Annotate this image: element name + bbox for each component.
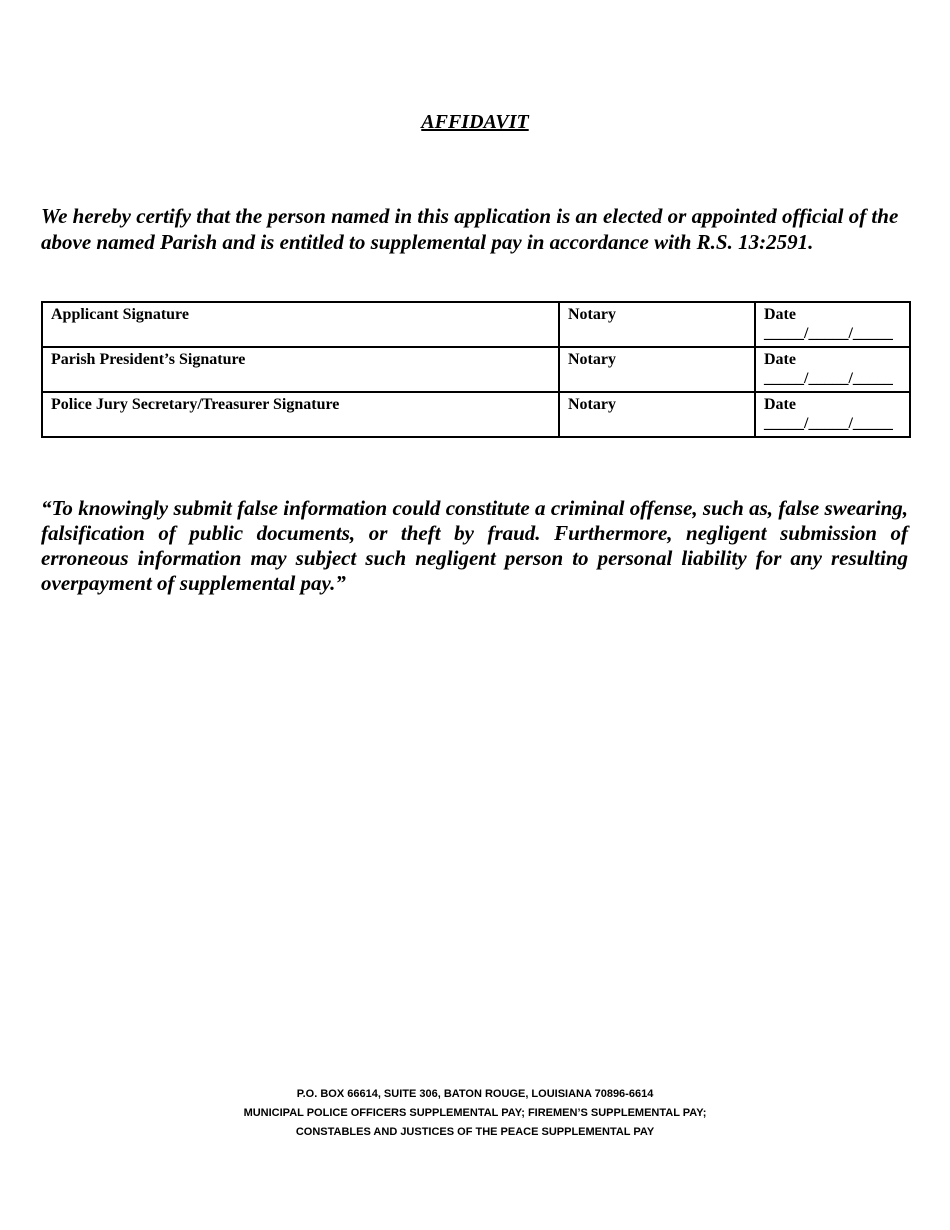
notary-cell[interactable]: [559, 347, 755, 392]
footer-address: P.O. BOX 66614, SUITE 306, BATON ROUGE, LOUISIANA 70896-6614: [296, 1088, 654, 1100]
signature-cell[interactable]: [42, 347, 559, 392]
table-row: [42, 302, 910, 347]
date-cell[interactable]: [755, 302, 910, 347]
footer: [0, 1085, 950, 1142]
notary-label: Notary: [568, 351, 616, 368]
date-cell[interactable]: [755, 347, 910, 392]
footer-programs: MUNICIPAL POLICE OFFICERS SUPPLEMENTAL PAY; FIREMEN’S SUPPLEMENTAL PAY;: [243, 1107, 707, 1119]
signature-label: Parish President’s Signature: [51, 351, 246, 368]
date-label: Date: [764, 396, 796, 413]
date-cell[interactable]: [755, 392, 910, 437]
legal-warning: “To knowingly submit false information could constitute a criminal offense, such as, false swearing, falsification of public documents, or theft by fraud. Furthermore, negligent submission of erroneous information may subject such negligent person to personal liability for any resulting overpayment of supplemental pay.”: [41, 496, 908, 595]
notary-label: Notary: [568, 306, 616, 323]
date-blank[interactable]: _____/_____/_____: [764, 370, 893, 387]
signature-table: [41, 301, 911, 438]
notary-cell[interactable]: [559, 302, 755, 347]
table-row: [42, 347, 910, 392]
date-blank[interactable]: _____/_____/_____: [764, 415, 893, 432]
certification-statement: We hereby certify that the person named in this application is an elected or appointed official of the above named Parish and is entitled to supplemental pay in accordance with R.S. 13:2591.: [41, 204, 899, 254]
notary-label: Notary: [568, 396, 616, 413]
notary-cell[interactable]: [559, 392, 755, 437]
table-row: [42, 392, 910, 437]
page-title: AFFIDAVIT: [421, 111, 529, 133]
date-blank[interactable]: _____/_____/_____: [764, 325, 893, 342]
date-label: Date: [764, 351, 796, 368]
signature-label: Applicant Signature: [51, 306, 189, 323]
date-label: Date: [764, 306, 796, 323]
signature-cell[interactable]: [42, 392, 559, 437]
signature-cell[interactable]: [42, 302, 559, 347]
signature-label: Police Jury Secretary/Treasurer Signature: [51, 396, 340, 413]
footer-programs-continued: CONSTABLES AND JUSTICES OF THE PEACE SUPPLEMENTAL PAY: [295, 1126, 655, 1138]
